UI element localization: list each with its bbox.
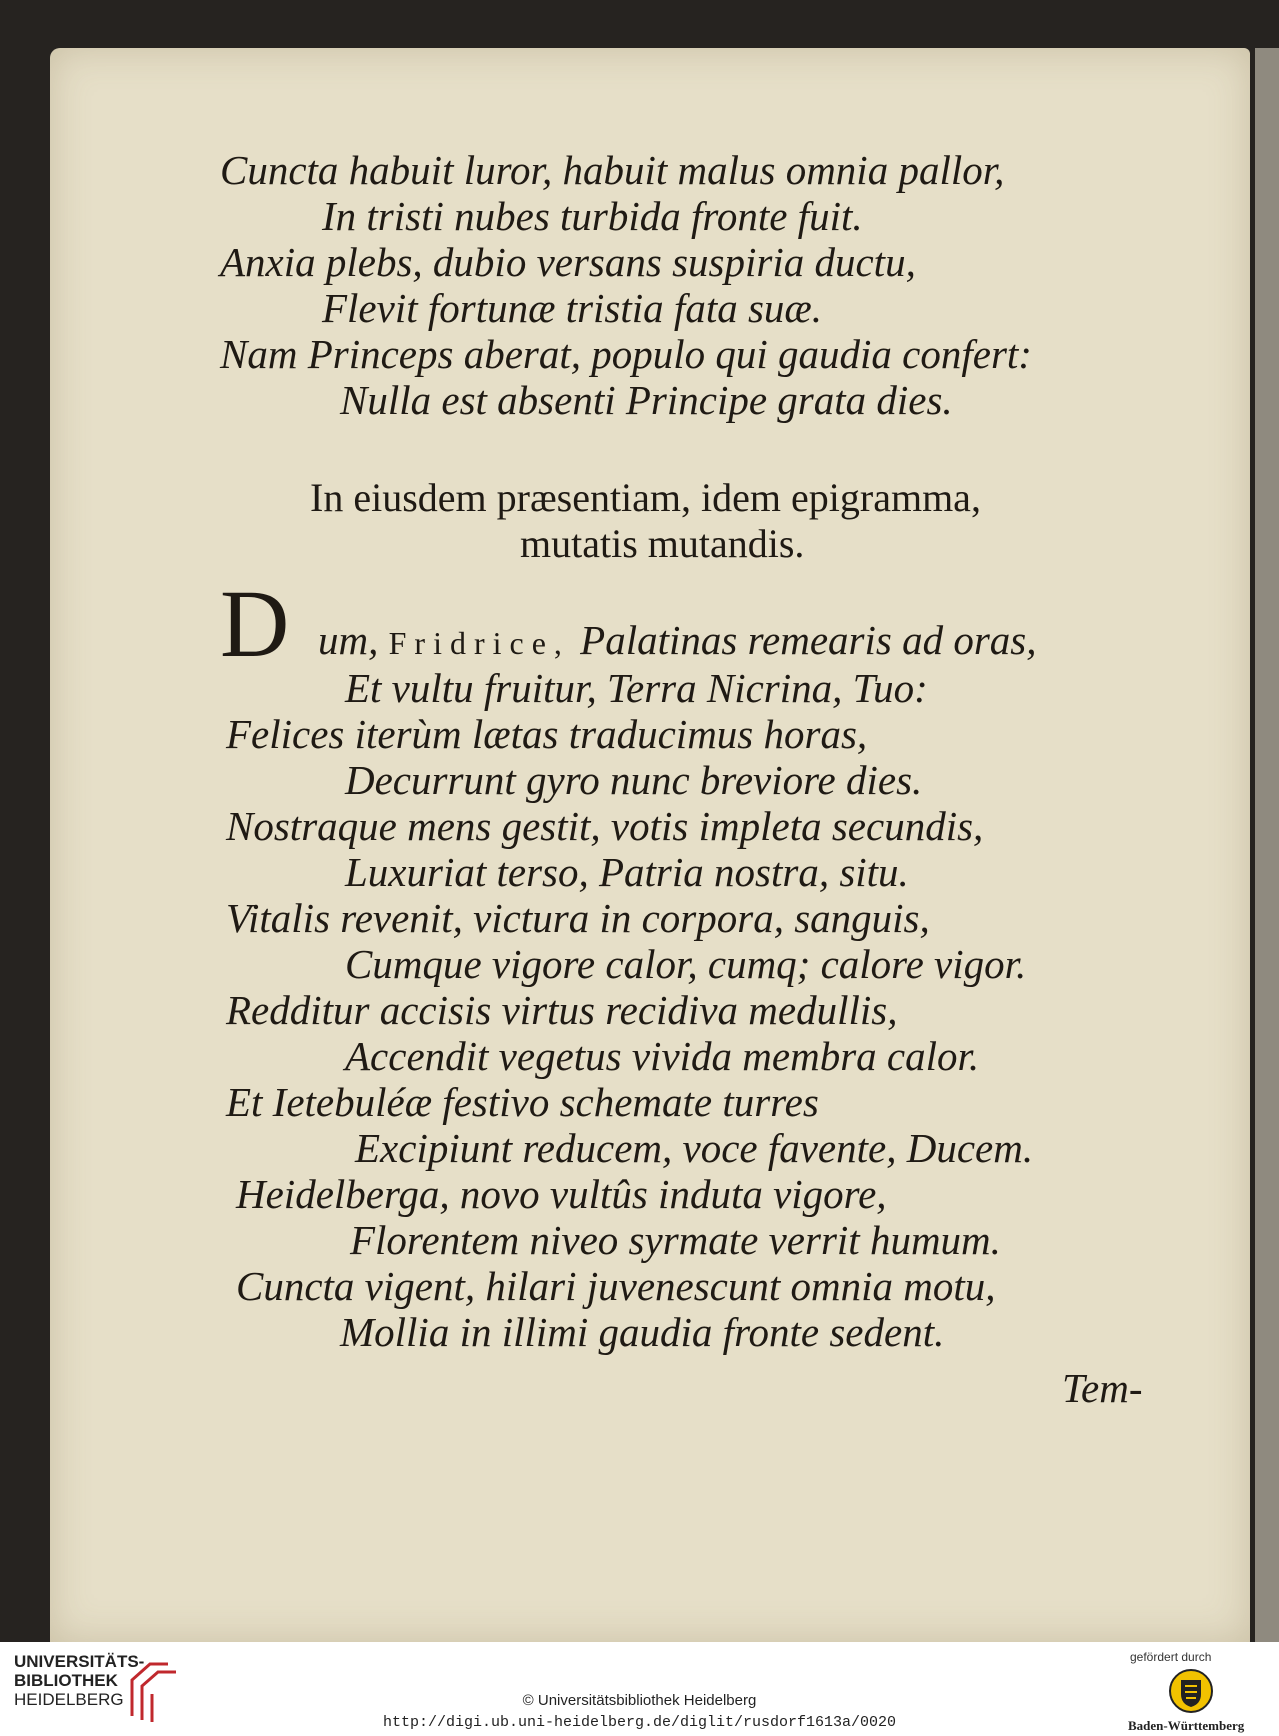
sponsor-label: gefördert durch — [1130, 1650, 1212, 1664]
poem2-line-14: Florentem niveo syrmate verrit humum. — [350, 1217, 1001, 1263]
poem2-line-4: Decurrunt gyro nunc breviore dies. — [345, 757, 923, 803]
poem2-line-13: Heidelberga, novo vultûs induta vigore, — [236, 1171, 887, 1217]
sponsor-name: Baden-Württemberg — [1128, 1718, 1245, 1733]
poem2-line-1 — [318, 617, 1037, 663]
coat-of-arms-icon — [1168, 1668, 1214, 1714]
poem2-line-7: Vitalis revenit, victura in corpora, sanguis, — [226, 895, 930, 941]
poem1-line-1: Cuncta habuit luror, habuit malus omnia pallor, — [220, 147, 1005, 193]
poem2-line-9: Redditur accisis virtus recidiva medullis, — [226, 987, 898, 1033]
poem2-line-8: Cumque vigore calor, cumq; calore vigor. — [345, 941, 1027, 987]
next-page-edge — [1255, 48, 1279, 1642]
poem1-line-4: Flevit fortunæ tristia fata suæ. — [322, 285, 823, 331]
poem2-line-12: Excipiunt reducem, voce favente, Ducem. — [355, 1125, 1034, 1171]
poem2-line-6: Luxuriat terso, Patria nostra, situ. — [345, 849, 909, 895]
poem1-line-6: Nulla est absenti Principe grata dies. — [340, 377, 953, 423]
poem1-line-5: Nam Princeps aberat, populo qui gaudia confert: — [220, 331, 1032, 377]
poem2-line-1-start: um, — [318, 617, 379, 663]
poem2-line-3: Felices iterùm lætas traducimus horas, — [226, 711, 868, 757]
drop-cap: D — [220, 570, 290, 677]
permalink-url[interactable]: http://digi.ub.uni-heidelberg.de/diglit/rusdorf1613a/0020 — [382, 1714, 897, 1731]
epigram-heading-line-2: mutatis mutandis. — [520, 521, 805, 566]
epigram-heading-line-1: In eiusdem præsentiam, idem epigramma, — [310, 475, 981, 520]
library-name-line-1: UNIVERSITÄTS- — [14, 1652, 145, 1671]
library-name-line-3: HEIDELBERG — [14, 1690, 124, 1709]
poem2-line-2: Et vultu fruitur, Terra Nicrina, Tuo: — [345, 665, 928, 711]
poem2-line-5: Nostraque mens gestit, votis impleta secundis, — [226, 803, 984, 849]
poem1-line-2: In tristi nubes turbida fronte fuit. — [322, 193, 863, 239]
poem2-line-10: Accendit vegetus vivida membra calor. — [345, 1033, 980, 1079]
poem2-line-15: Cuncta vigent, hilari juvenescunt omnia motu, — [236, 1263, 996, 1309]
copyright-notice: © Universitätsbibliothek Heidelberg — [522, 1692, 757, 1709]
poem2-line-16: Mollia in illimi gaudia fronte sedent. — [340, 1309, 945, 1355]
poem2-line-1-name: Fridrice, — [388, 625, 570, 661]
poem2-line-1-end: Palatinas remearis ad oras, — [580, 617, 1037, 663]
library-name-line-2: BIBLIOTHEK — [14, 1671, 118, 1690]
poem2-line-11: Et Ietebuléæ festivo schemate turres — [226, 1079, 819, 1125]
poem1-line-3: Anxia plebs, dubio versans suspiria ductu, — [220, 239, 916, 285]
catchword: Tem- — [1062, 1365, 1143, 1411]
